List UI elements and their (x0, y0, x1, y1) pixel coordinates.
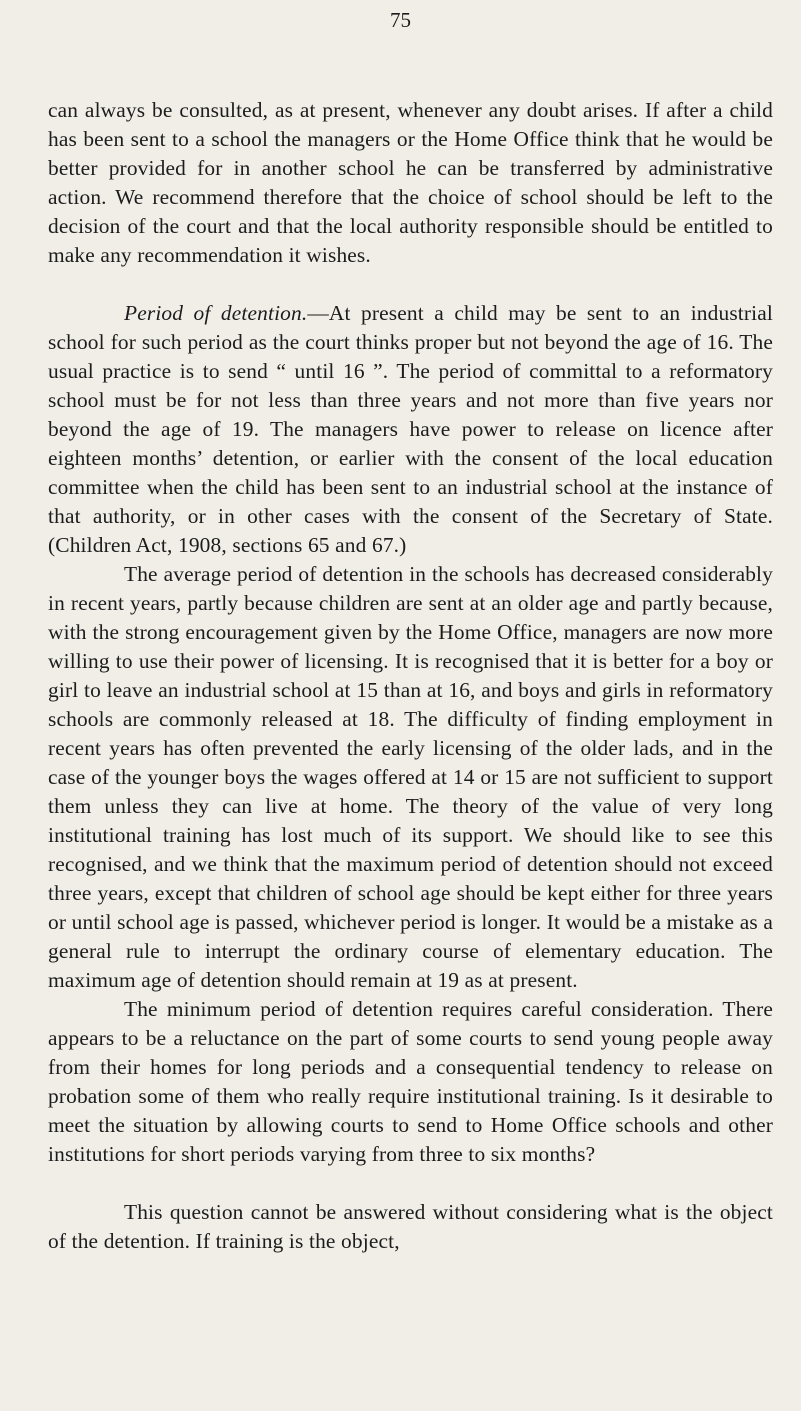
paragraph-period-of-detention-text: —At present a child may be sent to an industrial school for such period as the court thinks proper but not beyond the age of 16. The usual practice is to send “ until 16 ”. The period of committal to a reformatory school must be for not less than three years and not more than five years nor beyond the age of 19. The managers have power to release on licence after eighteen months’ detention, or earlier with the consent of the local education committee when the child has been sent to an industrial school at the instance of that authority, or in other cases with the consent of the Secretary of State. (Children Act, 1908, sections 65 and 67.) (48, 301, 774, 557)
paragraph-minimum-period: The minimum period of detention requires careful consideration. There appears to be a reluctance on the part of some courts to send young people away from their homes for long periods and a consequential tendency to release on probation some of them who really require institutional training. Is it desirable to meet the situation by allowing courts to send to Home Office schools and other institutions for short periods varying from three to six months? (48, 997, 773, 1166)
body-text (48, 96, 773, 1256)
page-number: 75 (390, 8, 411, 32)
paragraph-average-period: The average period of detention in the schools has decreased considerably in recent years, partly because children are sent at an older age and partly because, with the strong encouragement given by the Home Office, managers are now more willing to use their power of licensing. It is recognised that it is better for a boy or girl to leave an industrial school at 15 than at 16, and boys and girls in reformatory schools are commonly released at 18. The difficulty of finding employment in recent years has often prevented the early licensing of the older lads, and in the case of the younger boys the wages offered at 14 or 15 are not sufficient to support them unless they can live at home. The theory of the value of very long institutional training has lost much of its support. We should like to see this recognised, and we think that the maximum period of detention should not exceed three years, except that children of school age should be kept either for three years or until school age is passed, whichever period is longer. It would be a mistake as a general rule to interrupt the ordinary course of elementary education. The maximum age of detention should remain at 19 as at present. (48, 562, 773, 992)
section-heading-period-of-detention: Period of detention. (124, 301, 308, 325)
paragraph-object-of-detention: This question cannot be answered without considering what is the object of the detention. If training is the object, (48, 1200, 773, 1253)
paragraph-period-of-detention (48, 299, 773, 560)
paragraph-school-choice: can always be consulted, as at present, whenever any doubt arises. If after a child has been sent to a school the managers or the Home Office think that he would be better provided for in another school he can be transferred by administrative action. We recommend therefore that the choice of school should be left to the decision of the court and that the local authority responsible should be entitled to make any recommendation it wishes. (48, 98, 773, 267)
